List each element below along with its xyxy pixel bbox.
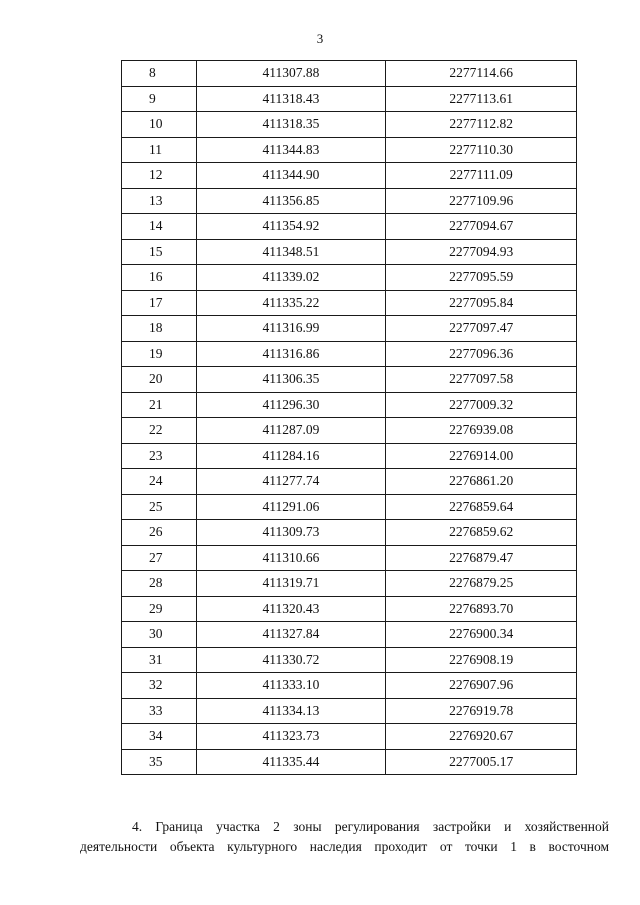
point-number-cell: 35	[122, 749, 197, 775]
y-coordinate-cell: 2276859.64	[386, 494, 577, 520]
y-coordinate-cell: 2276879.47	[386, 545, 577, 571]
y-coordinate-cell: 2277096.36	[386, 341, 577, 367]
point-number-cell: 22	[122, 418, 197, 444]
x-coordinate-cell: 411310.66	[196, 545, 386, 571]
x-coordinate-cell: 411316.86	[196, 341, 386, 367]
boundary-description-paragraph	[80, 817, 609, 857]
y-coordinate-cell: 2276914.00	[386, 443, 577, 469]
table-row	[122, 290, 577, 316]
y-coordinate-cell: 2276919.78	[386, 698, 577, 724]
x-coordinate-cell: 411339.02	[196, 265, 386, 291]
table-row	[122, 61, 577, 87]
coordinates-table	[121, 60, 577, 775]
x-coordinate-cell: 411327.84	[196, 622, 386, 648]
table-row	[122, 163, 577, 189]
y-coordinate-cell: 2277094.67	[386, 214, 577, 240]
point-number-cell: 18	[122, 316, 197, 342]
x-coordinate-cell: 411277.74	[196, 469, 386, 495]
table-row	[122, 724, 577, 750]
x-coordinate-cell: 411344.90	[196, 163, 386, 189]
table-row	[122, 596, 577, 622]
table-row	[122, 469, 577, 495]
y-coordinate-cell: 2276900.34	[386, 622, 577, 648]
point-number-cell: 20	[122, 367, 197, 393]
x-coordinate-cell: 411354.92	[196, 214, 386, 240]
y-coordinate-cell: 2277113.61	[386, 86, 577, 112]
y-coordinate-cell: 2277097.58	[386, 367, 577, 393]
y-coordinate-cell: 2277114.66	[386, 61, 577, 87]
point-number-cell: 17	[122, 290, 197, 316]
point-number-cell: 30	[122, 622, 197, 648]
paragraph-line-2: деятельности объекта культурного наследия проходит от точки 1 в восточном	[80, 839, 609, 854]
x-coordinate-cell: 411356.85	[196, 188, 386, 214]
x-coordinate-cell: 411330.72	[196, 647, 386, 673]
point-number-cell: 26	[122, 520, 197, 546]
y-coordinate-cell: 2277094.93	[386, 239, 577, 265]
table-row	[122, 137, 577, 163]
y-coordinate-cell: 2276907.96	[386, 673, 577, 699]
point-number-cell: 27	[122, 545, 197, 571]
table-row	[122, 673, 577, 699]
table-row	[122, 214, 577, 240]
y-coordinate-cell: 2276939.08	[386, 418, 577, 444]
table-row	[122, 392, 577, 418]
table-row	[122, 443, 577, 469]
y-coordinate-cell: 2277009.32	[386, 392, 577, 418]
y-coordinate-cell: 2277005.17	[386, 749, 577, 775]
coordinates-table-body	[122, 61, 577, 775]
y-coordinate-cell: 2276861.20	[386, 469, 577, 495]
point-number-cell: 33	[122, 698, 197, 724]
point-number-cell: 12	[122, 163, 197, 189]
table-row	[122, 622, 577, 648]
table-row	[122, 749, 577, 775]
x-coordinate-cell: 411334.13	[196, 698, 386, 724]
table-row	[122, 341, 577, 367]
table-row	[122, 265, 577, 291]
table-row	[122, 367, 577, 393]
x-coordinate-cell: 411319.71	[196, 571, 386, 597]
point-number-cell: 19	[122, 341, 197, 367]
table-row	[122, 316, 577, 342]
point-number-cell: 16	[122, 265, 197, 291]
y-coordinate-cell: 2277110.30	[386, 137, 577, 163]
x-coordinate-cell: 411296.30	[196, 392, 386, 418]
x-coordinate-cell: 411335.44	[196, 749, 386, 775]
y-coordinate-cell: 2277095.59	[386, 265, 577, 291]
x-coordinate-cell: 411320.43	[196, 596, 386, 622]
x-coordinate-cell: 411344.83	[196, 137, 386, 163]
point-number-cell: 11	[122, 137, 197, 163]
x-coordinate-cell: 411307.88	[196, 61, 386, 87]
point-number-cell: 32	[122, 673, 197, 699]
page-number: 3	[316, 31, 324, 46]
point-number-cell: 10	[122, 112, 197, 138]
point-number-cell: 15	[122, 239, 197, 265]
x-coordinate-cell: 411348.51	[196, 239, 386, 265]
point-number-cell: 34	[122, 724, 197, 750]
point-number-cell: 28	[122, 571, 197, 597]
point-number-cell: 29	[122, 596, 197, 622]
y-coordinate-cell: 2277111.09	[386, 163, 577, 189]
table-row	[122, 647, 577, 673]
x-coordinate-cell: 411284.16	[196, 443, 386, 469]
x-coordinate-cell: 411287.09	[196, 418, 386, 444]
table-row	[122, 698, 577, 724]
table-row	[122, 86, 577, 112]
point-number-cell: 9	[122, 86, 197, 112]
point-number-cell: 21	[122, 392, 197, 418]
table-row	[122, 571, 577, 597]
table-row	[122, 188, 577, 214]
y-coordinate-cell: 2276893.70	[386, 596, 577, 622]
point-number-cell: 13	[122, 188, 197, 214]
x-coordinate-cell: 411333.10	[196, 673, 386, 699]
table-row	[122, 112, 577, 138]
y-coordinate-cell: 2276859.62	[386, 520, 577, 546]
table-row	[122, 239, 577, 265]
x-coordinate-cell: 411309.73	[196, 520, 386, 546]
point-number-cell: 8	[122, 61, 197, 87]
point-number-cell: 23	[122, 443, 197, 469]
x-coordinate-cell: 411316.99	[196, 316, 386, 342]
point-number-cell: 24	[122, 469, 197, 495]
x-coordinate-cell: 411335.22	[196, 290, 386, 316]
y-coordinate-cell: 2277109.96	[386, 188, 577, 214]
y-coordinate-cell: 2277112.82	[386, 112, 577, 138]
x-coordinate-cell: 411291.06	[196, 494, 386, 520]
point-number-cell: 31	[122, 647, 197, 673]
table-row	[122, 545, 577, 571]
x-coordinate-cell: 411306.35	[196, 367, 386, 393]
x-coordinate-cell: 411323.73	[196, 724, 386, 750]
table-row	[122, 520, 577, 546]
point-number-cell: 14	[122, 214, 197, 240]
x-coordinate-cell: 411318.35	[196, 112, 386, 138]
y-coordinate-cell: 2277097.47	[386, 316, 577, 342]
point-number-cell: 25	[122, 494, 197, 520]
x-coordinate-cell: 411318.43	[196, 86, 386, 112]
y-coordinate-cell: 2276920.67	[386, 724, 577, 750]
table-row	[122, 418, 577, 444]
table-row	[122, 494, 577, 520]
paragraph-line-1: 4. Граница участка 2 зоны регулирования застройки и хозяйственной	[132, 819, 609, 834]
y-coordinate-cell: 2276908.19	[386, 647, 577, 673]
y-coordinate-cell: 2277095.84	[386, 290, 577, 316]
y-coordinate-cell: 2276879.25	[386, 571, 577, 597]
